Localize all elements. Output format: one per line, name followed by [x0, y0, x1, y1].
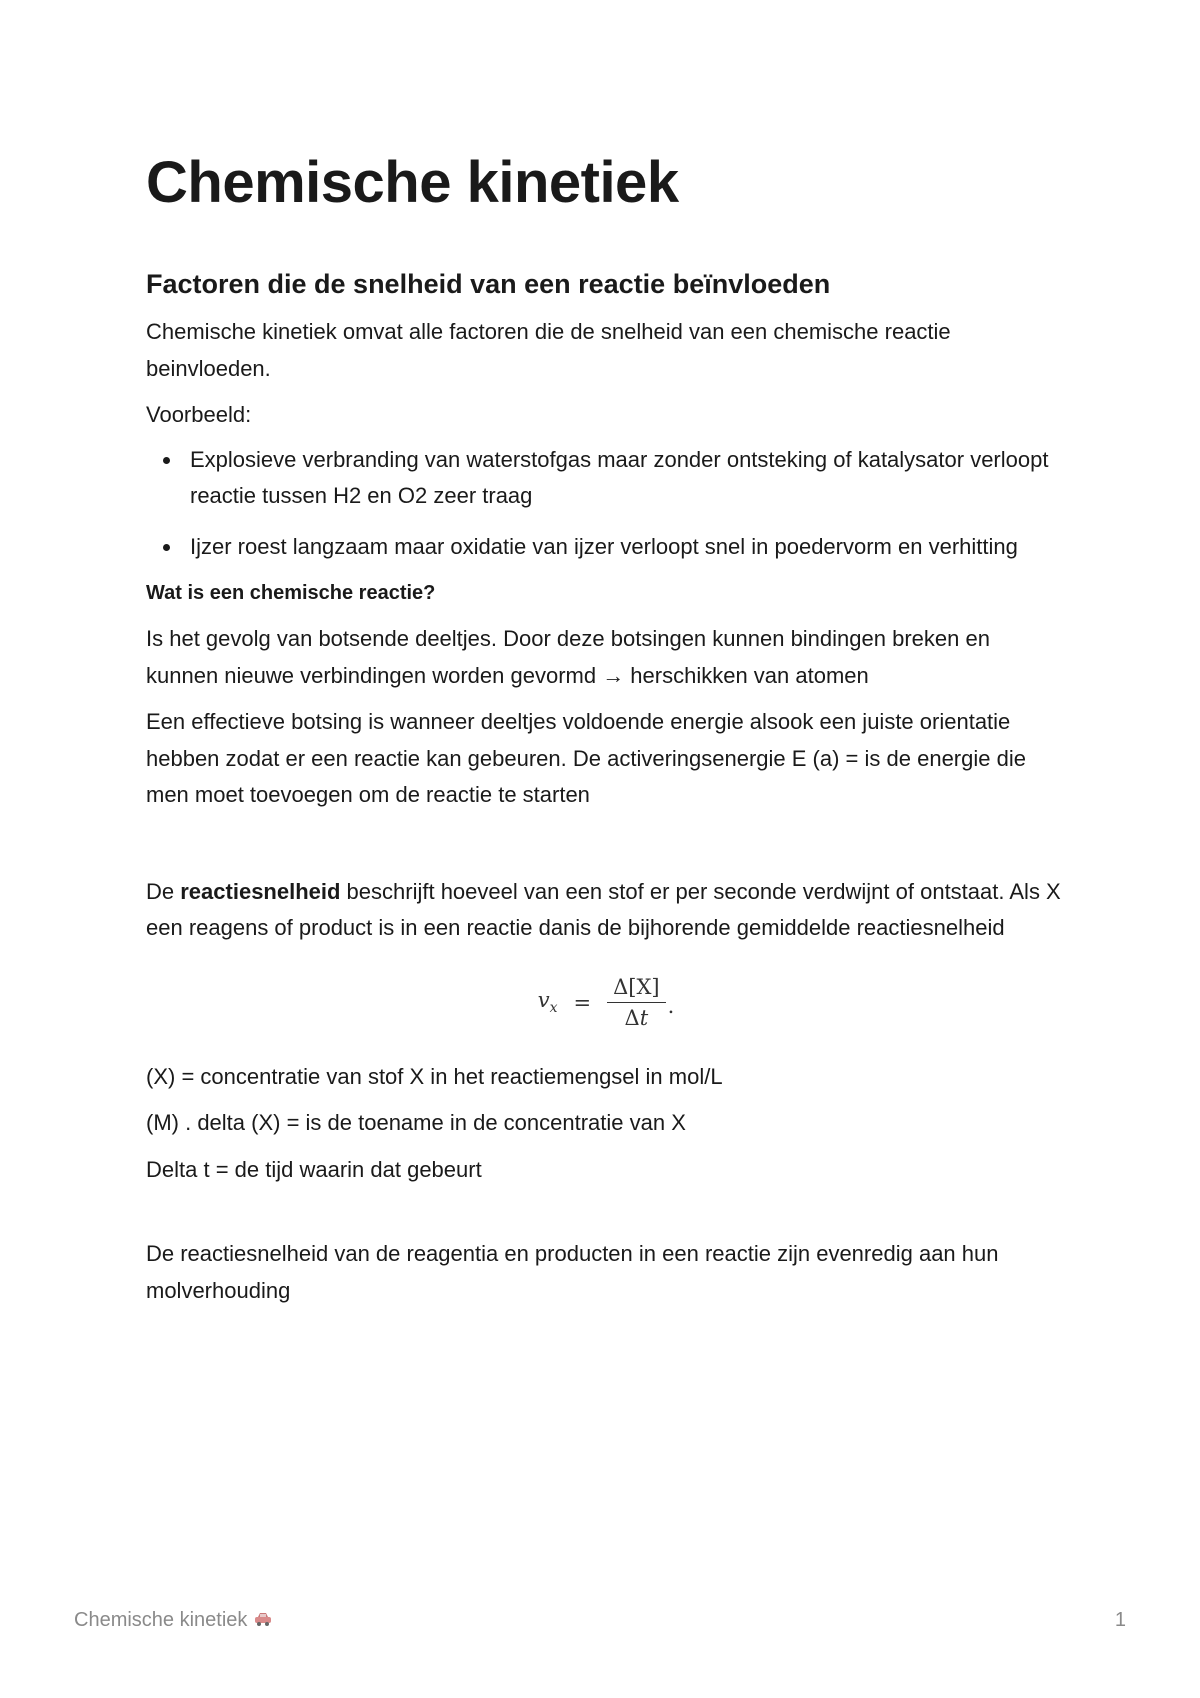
definition-delta: (M) . delta (X) = is de toename in de concentratie van X — [146, 1110, 686, 1135]
footer-title-group — [74, 1605, 273, 1636]
page-title: Chemische kinetiek — [146, 150, 679, 215]
rate-formula — [146, 947, 1066, 1059]
car-icon — [253, 1606, 273, 1636]
formula-period: . — [667, 993, 675, 1018]
definition-time: Delta t = de tijd waarin dat gebeurt — [146, 1156, 482, 1182]
formula-equals: = — [573, 990, 592, 1015]
subheading: Wat is een chemische reactie? — [146, 582, 436, 604]
definition-concentration: (X) = concentratie van stof X in het reactiemengsel in mol/L — [146, 1063, 723, 1089]
example-label: Voorbeeld: — [146, 402, 252, 427]
rate-term: reactiesnelheid — [180, 878, 341, 904]
list-item: Ijzer roest langzaam maar oxidatie van ijzer verloopt snel in poedervorm en verhitting — [146, 529, 1066, 566]
intro-paragraph: Chemische kinetiek omvat alle factoren die de snelheid van een chemische reactie beinvloeden. — [146, 319, 951, 381]
effective-collision-paragraph: Een effectieve botsing is wanneer deeltjes voldoende energie alsook een juiste orientatie hebben zodat er een reactie kan gebeuren. De activeringsenergie E (a) = is de energie die men moet toevoegen om de reactie te starten — [146, 709, 1026, 807]
formula-fraction — [607, 975, 666, 1030]
formula-numerator: Δ[X] — [607, 975, 666, 1003]
formula-denominator-var: t — [639, 1006, 649, 1030]
conclusion-paragraph: De reactiesnelheid van de reagentia en producten in een reactie zijn evenredig aan hun molverhouding — [146, 1241, 999, 1303]
formula-denominator-delta: Δ — [624, 1006, 640, 1030]
spacer — [146, 1188, 1066, 1226]
page-number: 1 — [1114, 1609, 1126, 1631]
page-footer — [74, 1605, 1126, 1636]
example-list — [146, 442, 1066, 566]
formula-lhs-sub: x — [549, 1000, 558, 1017]
document-body — [146, 264, 1066, 1309]
rate-paragraph — [146, 874, 1066, 947]
rate-suffix: beschrijft hoeveel van een stof er per seconde verdwijnt of ontstaat. Als X een reagens of product is in een reactie danis de bijhorende gemiddelde reactiesnelheid — [146, 878, 1061, 940]
formula-lhs-var: v — [537, 988, 550, 1013]
section-heading: Factoren die de snelheid van een reactie beïnvloeden — [146, 269, 831, 299]
formula-lhs — [538, 988, 558, 1016]
footer-title: Chemische kinetiek — [74, 1609, 248, 1631]
spacer — [146, 814, 1066, 864]
rate-prefix: De — [146, 878, 181, 904]
collision-paragraph: Is het gevolg van botsende deeltjes. Door deze botsingen kunnen bindingen breken en kunnen nieuwe verbindingen worden gevormd → herschikken van atomen — [146, 626, 990, 688]
formula-denominator — [625, 1003, 649, 1030]
list-item: Explosieve verbranding van waterstofgas maar zonder ontsteking of katalysator verloopt reactie tussen H2 en O2 zeer traag — [146, 442, 1066, 515]
